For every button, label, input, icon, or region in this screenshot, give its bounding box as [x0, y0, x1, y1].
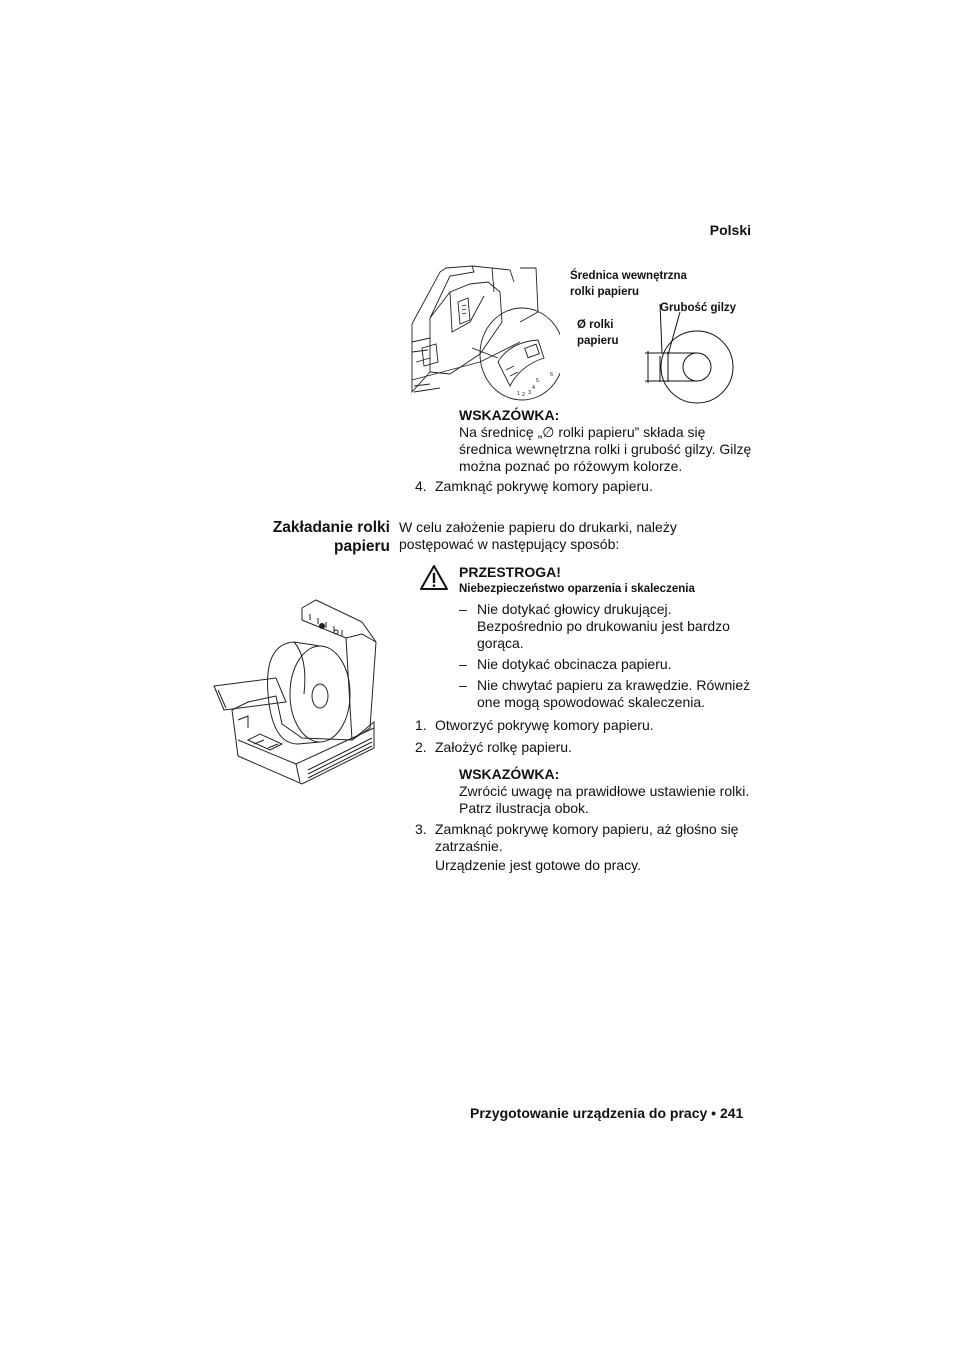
caution-subheading: Niebezpieczeństwo oparzenia i skaleczenia: [459, 583, 695, 595]
caution-item: – Nie chwytać papieru za krawędzie. Również one mogą spowodować skaleczenia.: [459, 677, 751, 710]
page-footer: Przygotowanie urządzenia do pracy • 241: [470, 1105, 744, 1121]
note1-text: Na średnicę „∅ rolki papieru” składa się średnica wewnętrzna rolki i grubość gilzy. Gilzę można poznać po różowym kolorze.: [459, 424, 752, 474]
roll-diameter-label: Ø rolki papieru: [577, 319, 619, 347]
selector-number-3: 3: [528, 390, 532, 396]
note1-heading: WSKAZÓWKA:: [459, 407, 560, 423]
selector-number-5: 5: [536, 378, 540, 384]
printer-selector-illustration: [410, 262, 560, 402]
printer-with-roll-illustration: [212, 598, 384, 786]
selector-number-4: 4: [532, 385, 536, 391]
page-language-header: Polski: [709, 222, 751, 238]
step-4: 4. Zamknąć pokrywę komory papieru.: [415, 478, 653, 494]
selector-number-6: 6: [550, 372, 554, 378]
caution-item: – Nie dotykać głowicy drukującej. Bezpośrednio po drukowaniu jest bardzo gorąca.: [459, 601, 730, 651]
section-intro: W celu założenie papieru do drukarki, należy postępować w następujący sposób:: [399, 519, 677, 552]
core-thickness-label: Grubość gilzy: [660, 302, 737, 314]
step-1: 1. Otworzyć pokrywę komory papieru.: [415, 717, 654, 733]
step-3: 3. Zamknąć pokrywę komory papieru, aż głośno się zatrzaśnie. Urządzenie jest gotowe do pracy.: [415, 821, 739, 873]
note2-text: Zwrócić uwagę na prawidłowe ustawienie rolki. Patrz ilustracja obok.: [459, 783, 750, 816]
selector-number-2: 2: [522, 392, 526, 398]
inner-diameter-label: Średnica wewnętrzna rolki papieru: [570, 270, 687, 298]
selector-number-1: 1: [517, 391, 521, 397]
paper-roll-diagram: [620, 296, 740, 406]
section-title: Zakładanie rolki papieru: [272, 519, 390, 555]
step-2: 2. Założyć rolkę papieru.: [415, 739, 572, 755]
warning-icon: [419, 564, 449, 592]
caution-item: – Nie dotykać obcinacza papieru.: [459, 656, 672, 672]
caution-heading: PRZESTROGA!: [459, 564, 561, 580]
note2-heading: WSKAZÓWKA:: [459, 766, 560, 782]
